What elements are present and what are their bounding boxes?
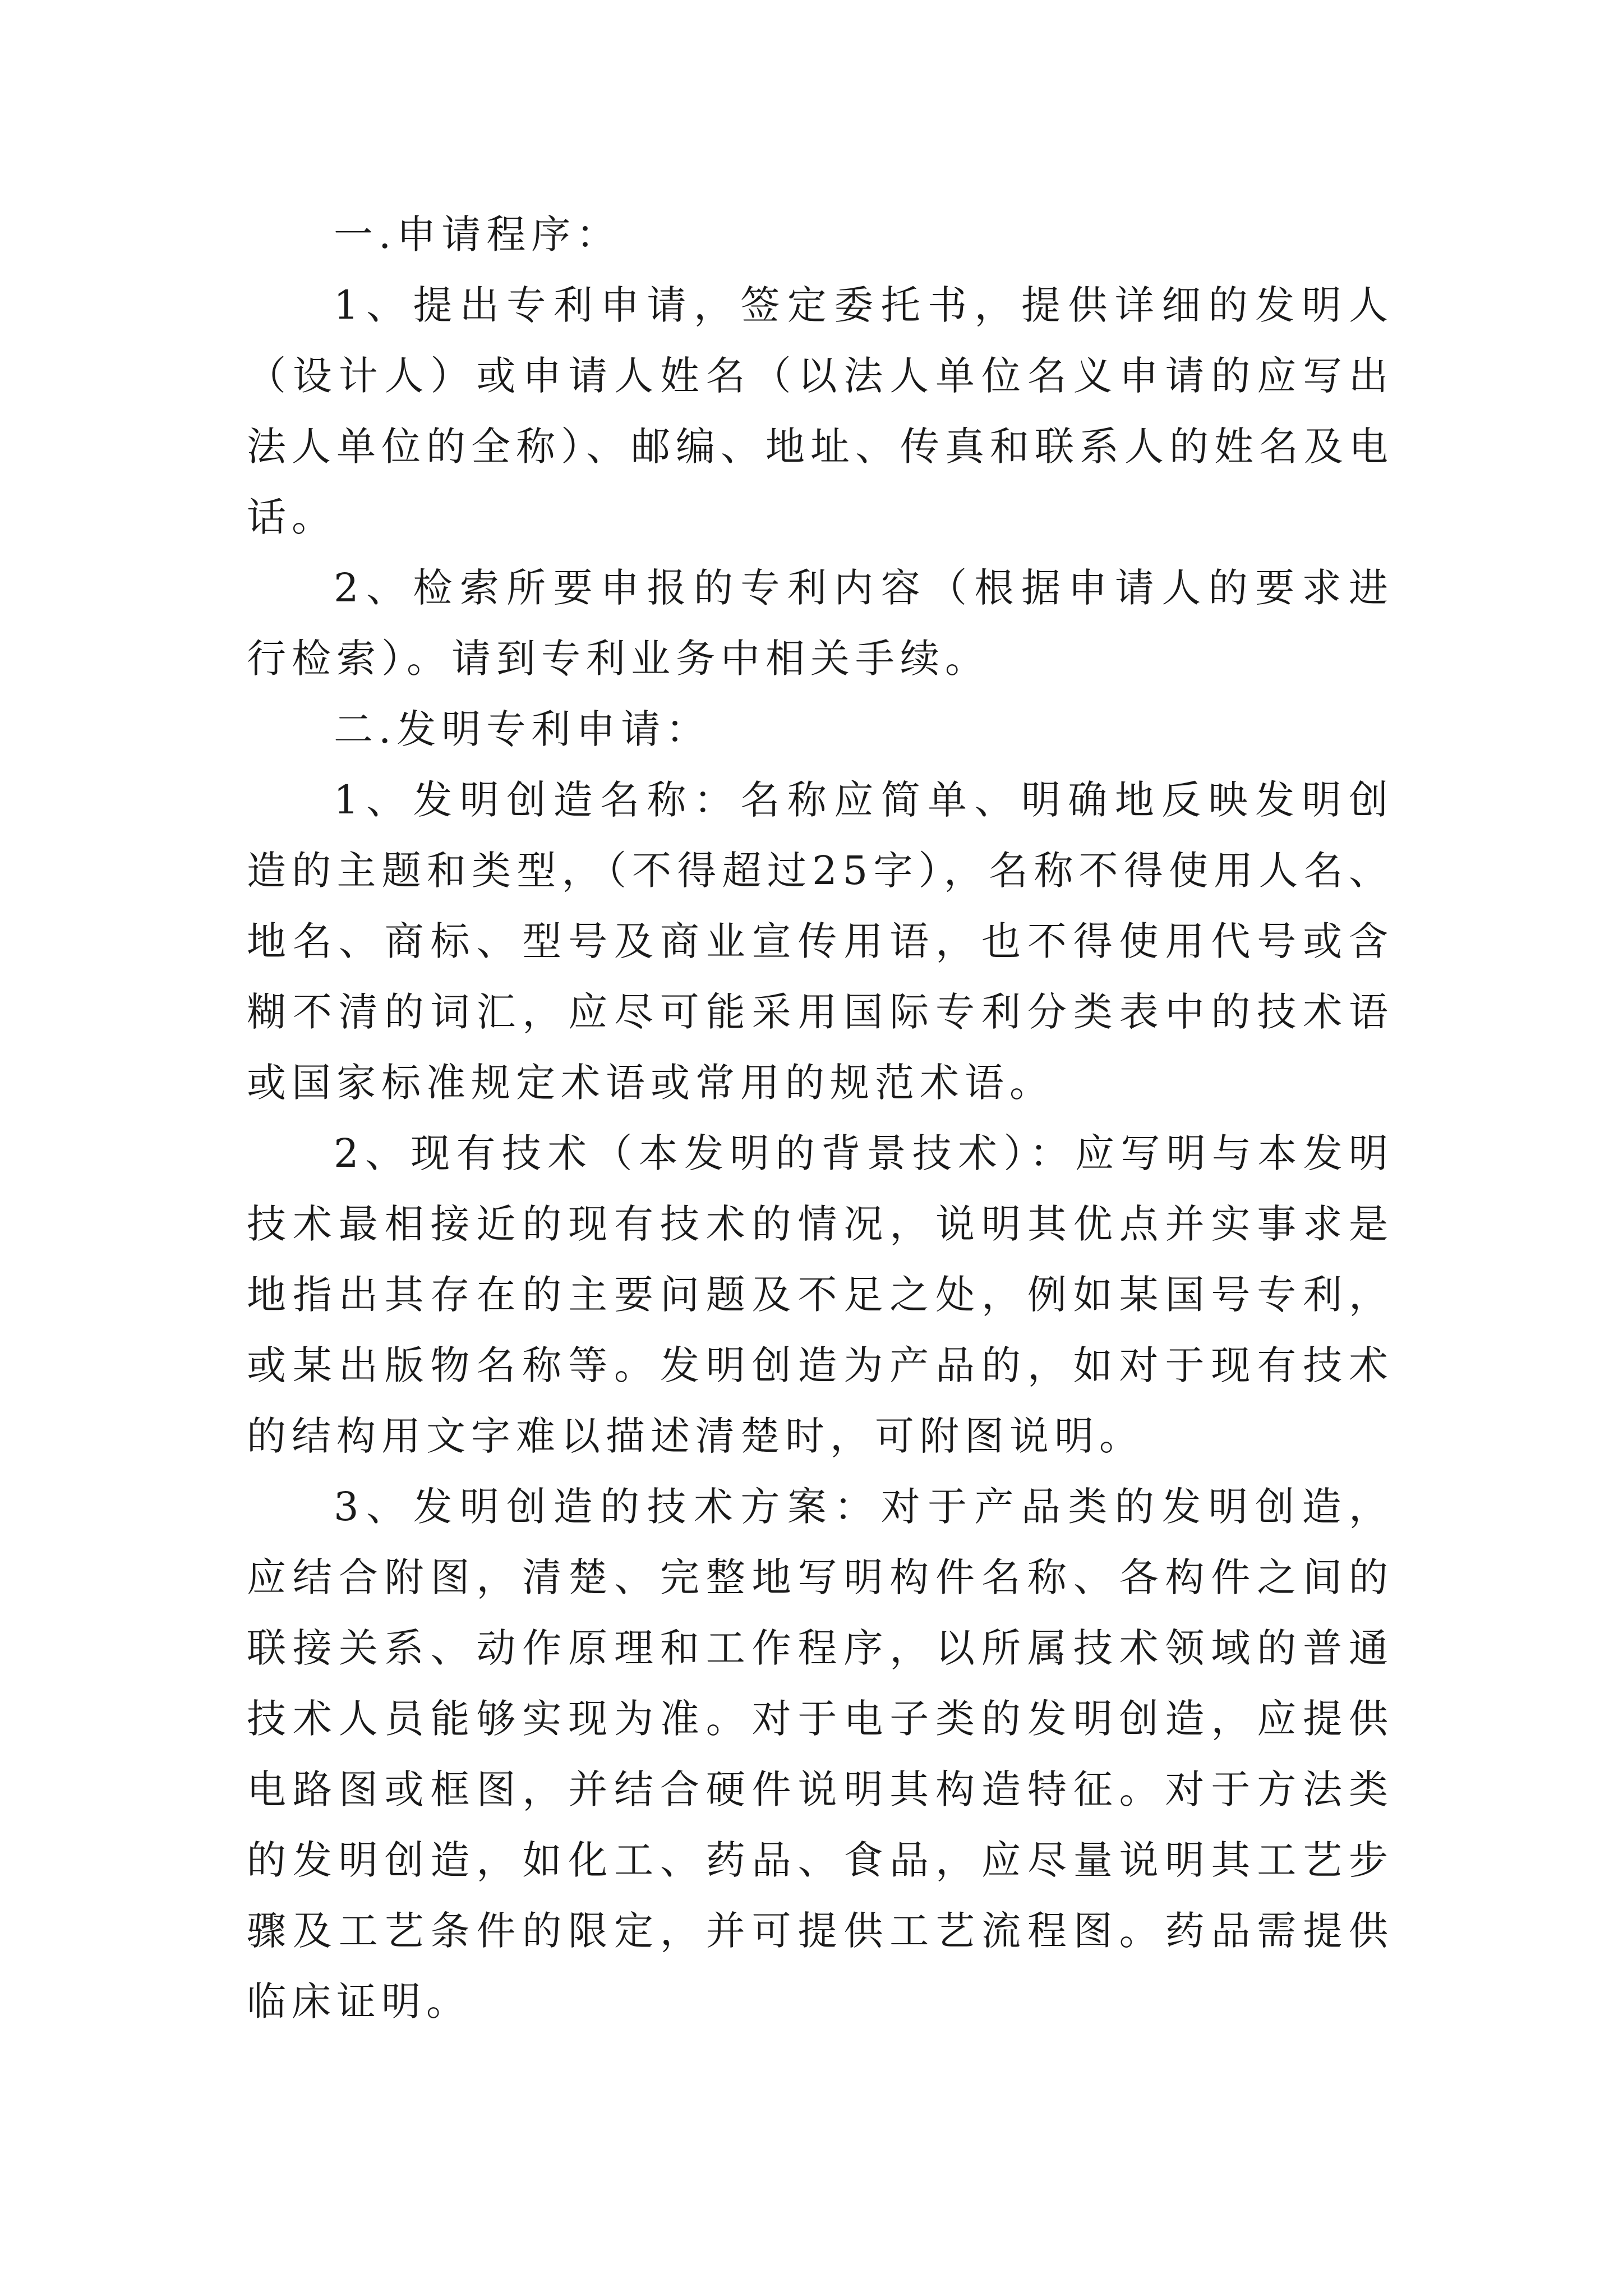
section-heading-application-procedure: 一.申请程序： — [334, 211, 621, 257]
document-body — [247, 199, 1394, 2037]
paragraph-search-patent: 2、检索所要申报的专利内容（根据申请人的要求进行检索）。请到专利业务中相关手续。 — [247, 565, 1394, 682]
paragraph-technical-solution: 3、发明创造的技术方案：对于产品类的发明创造，应结合附图，清楚、完整地写明构件名称、各构件之间的联接关系、动作原理和工作程序，以所属技术领域的普通技术人员能够实现为准。对于电子类的发明创造，应提供电路图或框图，并结合硬件说明其构造特征。对于方法类的发明创造，如化工、药品、食品，应尽量说明其工艺步骤及工艺条件的限定，并可提供工艺流程图。药品需提供临床证明。 — [247, 1484, 1394, 2024]
paragraph-submit-application: 1、提出专利申请，签定委托书，提供详细的发明人（设计人）或申请人姓名（以法人单位名义申请的应写出法人单位的全称）、邮编、地址、传真和联系人的姓名及电话。 — [247, 282, 1394, 540]
paragraph-prior-art: 2、现有技术（本发明的背景技术）：应写明与本发明技术最相接近的现有技术的情况，说明其优点并实事求是地指出其存在的主要问题及不足之处，例如某国号专利，或某出版物名称等。发明创造为产品的，如对于现有技术的结构用文字难以描述清楚时，可附图说明。 — [247, 1130, 1394, 1459]
section-heading-invention-patent: 二.发明专利申请： — [334, 706, 711, 752]
paragraph-invention-title: 1、发明创造名称：名称应简单、明确地反映发明创造的主题和类型，（不得超过25字），名称不得使用人名、地名、商标、型号及商业宣传用语，也不得使用代号或含糊不清的词汇，应尽可能采用国际专利分类表中的技术语或国家标准规定术语或常用的规范术语。 — [247, 777, 1394, 1106]
